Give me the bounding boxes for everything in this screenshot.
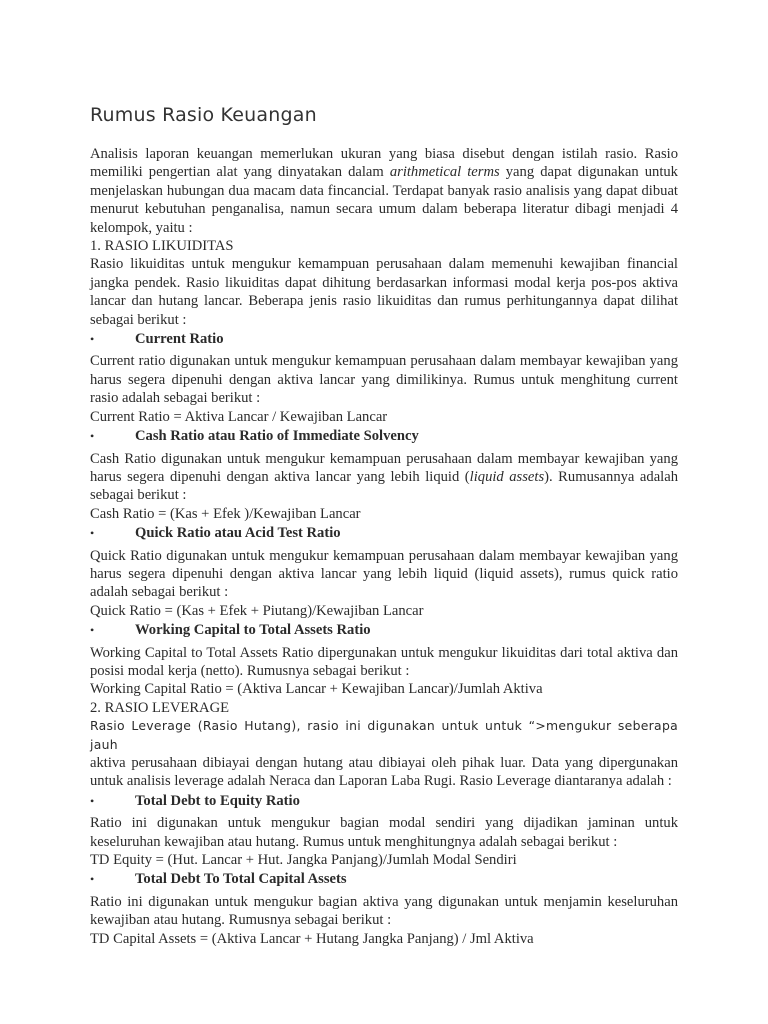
page-title: Rumus Rasio Keuangan <box>90 104 317 126</box>
item-description: Ratio ini digunakan untuk mengukur bagian modal sendiri yang dijadikan jaminan untuk keseluruhan kewajiban atau hutang. Rumus untuk menghitungnya adalah sebagai berikut : <box>90 815 678 850</box>
item-description: Working Capital to Total Assets Ratio dipergunakan untuk mengukur likuiditas dari total aktiva dan posisi modal kerja (netto). Rumusnya sebagai berikut : <box>90 644 678 679</box>
item-formula: Cash Ratio = (Kas + Efek )/Kewajiban Lancar <box>90 505 361 522</box>
intro-text-after: yang dapat digunakan untuk menjelaskan hubungan dua macam data fincancial. Terdapat banyak rasio analisis yang dapat dibuat menurut kebutuhan penganalisa, namun secara umum dalam beberapa literatur dibagi menjadi 4 kelompok, yaitu : <box>90 164 678 236</box>
item-title: Current Ratio <box>135 331 224 348</box>
bullet-total-debt-equity <box>90 792 678 810</box>
intro-italic-term: arithmetical terms <box>389 164 500 181</box>
item-formula: Working Capital Ratio = (Aktiva Lancar + Kewajiban Lancar)/Jumlah Aktiva <box>90 681 543 698</box>
section1-heading: 1. RASIO LIKUIDITAS <box>90 238 234 255</box>
desc-italic-term: liquid assets <box>469 468 545 485</box>
item-description <box>90 450 678 505</box>
bullet-working-capital <box>90 621 678 639</box>
desc-text-after: ). Rumusannya adalah sebagai berikut : <box>90 468 679 504</box>
section2-heading: 2. RASIO LEVERAGE <box>90 699 230 716</box>
section2-description-line1: Rasio Leverage (Rasio Hutang), rasio ini digunakan untuk untuk “>mengukur seberapa jauh <box>90 718 678 752</box>
bullet-dot: • <box>90 872 95 887</box>
item-title: Total Debt To Total Capital Assets <box>135 871 347 888</box>
item-formula: Current Ratio = Aktiva Lancar / Kewajiban Lancar <box>90 408 388 425</box>
item-title: Quick Ratio atau Acid Test Ratio <box>135 525 341 542</box>
desc-text-before: Cash Ratio digunakan untuk mengukur kemampuan perusahaan dalam membayar kewajiban yang harus segera dipenuhi dengan aktiva lancar yang lebih liquid ( <box>90 450 678 485</box>
bullet-dot: • <box>90 429 95 444</box>
bullet-quick-ratio <box>90 524 678 542</box>
bullet-dot: • <box>90 793 95 808</box>
bullet-total-debt-capital <box>90 870 678 888</box>
bullet-dot: • <box>90 332 95 347</box>
bullet-current-ratio <box>90 330 678 348</box>
bullet-dot: • <box>90 623 95 638</box>
item-title: Cash Ratio atau Ratio of Immediate Solvency <box>135 428 419 445</box>
item-description: Current ratio digunakan untuk mengukur kemampuan perusahaan dalam membayar kewajiban yang harus segera dipenuhi dengan aktiva lancar yang dimilikinya. Rumus untuk menghitung current rasio adalah sebagai berikut : <box>90 353 678 407</box>
item-title: Working Capital to Total Assets Ratio <box>135 622 371 639</box>
item-formula: TD Capital Assets = (Aktiva Lancar + Hutang Jangka Panjang) / Jml Aktiva <box>90 930 534 947</box>
bullet-cash-ratio <box>90 427 678 445</box>
item-formula: Quick Ratio = (Kas + Efek + Piutang)/Kewajiban Lancar <box>90 602 424 619</box>
item-title: Total Debt to Equity Ratio <box>135 792 300 809</box>
item-description: Quick Ratio digunakan untuk mengukur kemampuan perusahaan dalam membayar kewajiban yang harus segera dipenuhi dengan aktiva lancar yang lebih liquid (liquid assets), rumus quick ratio adalah sebagai berikut : <box>90 547 678 601</box>
section2-description: aktiva perusahaan dibiayai dengan hutang atau dibiayai oleh pihak luar. Data yang dipergunakan untuk analisis leverage adalah Neraca dan Laporan Laba Rugi. Rasio Leverage diantaranya adalah : <box>90 755 678 790</box>
document-body <box>90 145 678 948</box>
bullet-dot: • <box>90 526 95 541</box>
section1-description: Rasio likuiditas untuk mengukur kemampuan perusahaan dalam memenuhi kewajiban financial jangka pendek. Rasio likuiditas dapat dihitung berdasarkan informasi modal kerja pos-pos aktiva lancar dan hutang lancar. Beberapa jenis rasio likuiditas dan rumus perhitungannya dapat dilihat sebagai berikut : <box>90 256 678 328</box>
item-formula: TD Equity = (Hut. Lancar + Hut. Jangka Panjang)/Jumlah Modal Sendiri <box>90 852 517 869</box>
item-description: Ratio ini digunakan untuk mengukur bagian aktiva yang digunakan untuk menjamin keseluruhan kewajiban atau hutang. Rumusnya sebagai berikut : <box>90 893 678 929</box>
intro-paragraph <box>90 145 678 237</box>
intro-text-before: Analisis laporan keuangan memerlukan ukuran yang biasa disebut dengan istilah rasio. Rasio memiliki pengertian alat yang dinyatakan dalam <box>90 146 678 181</box>
